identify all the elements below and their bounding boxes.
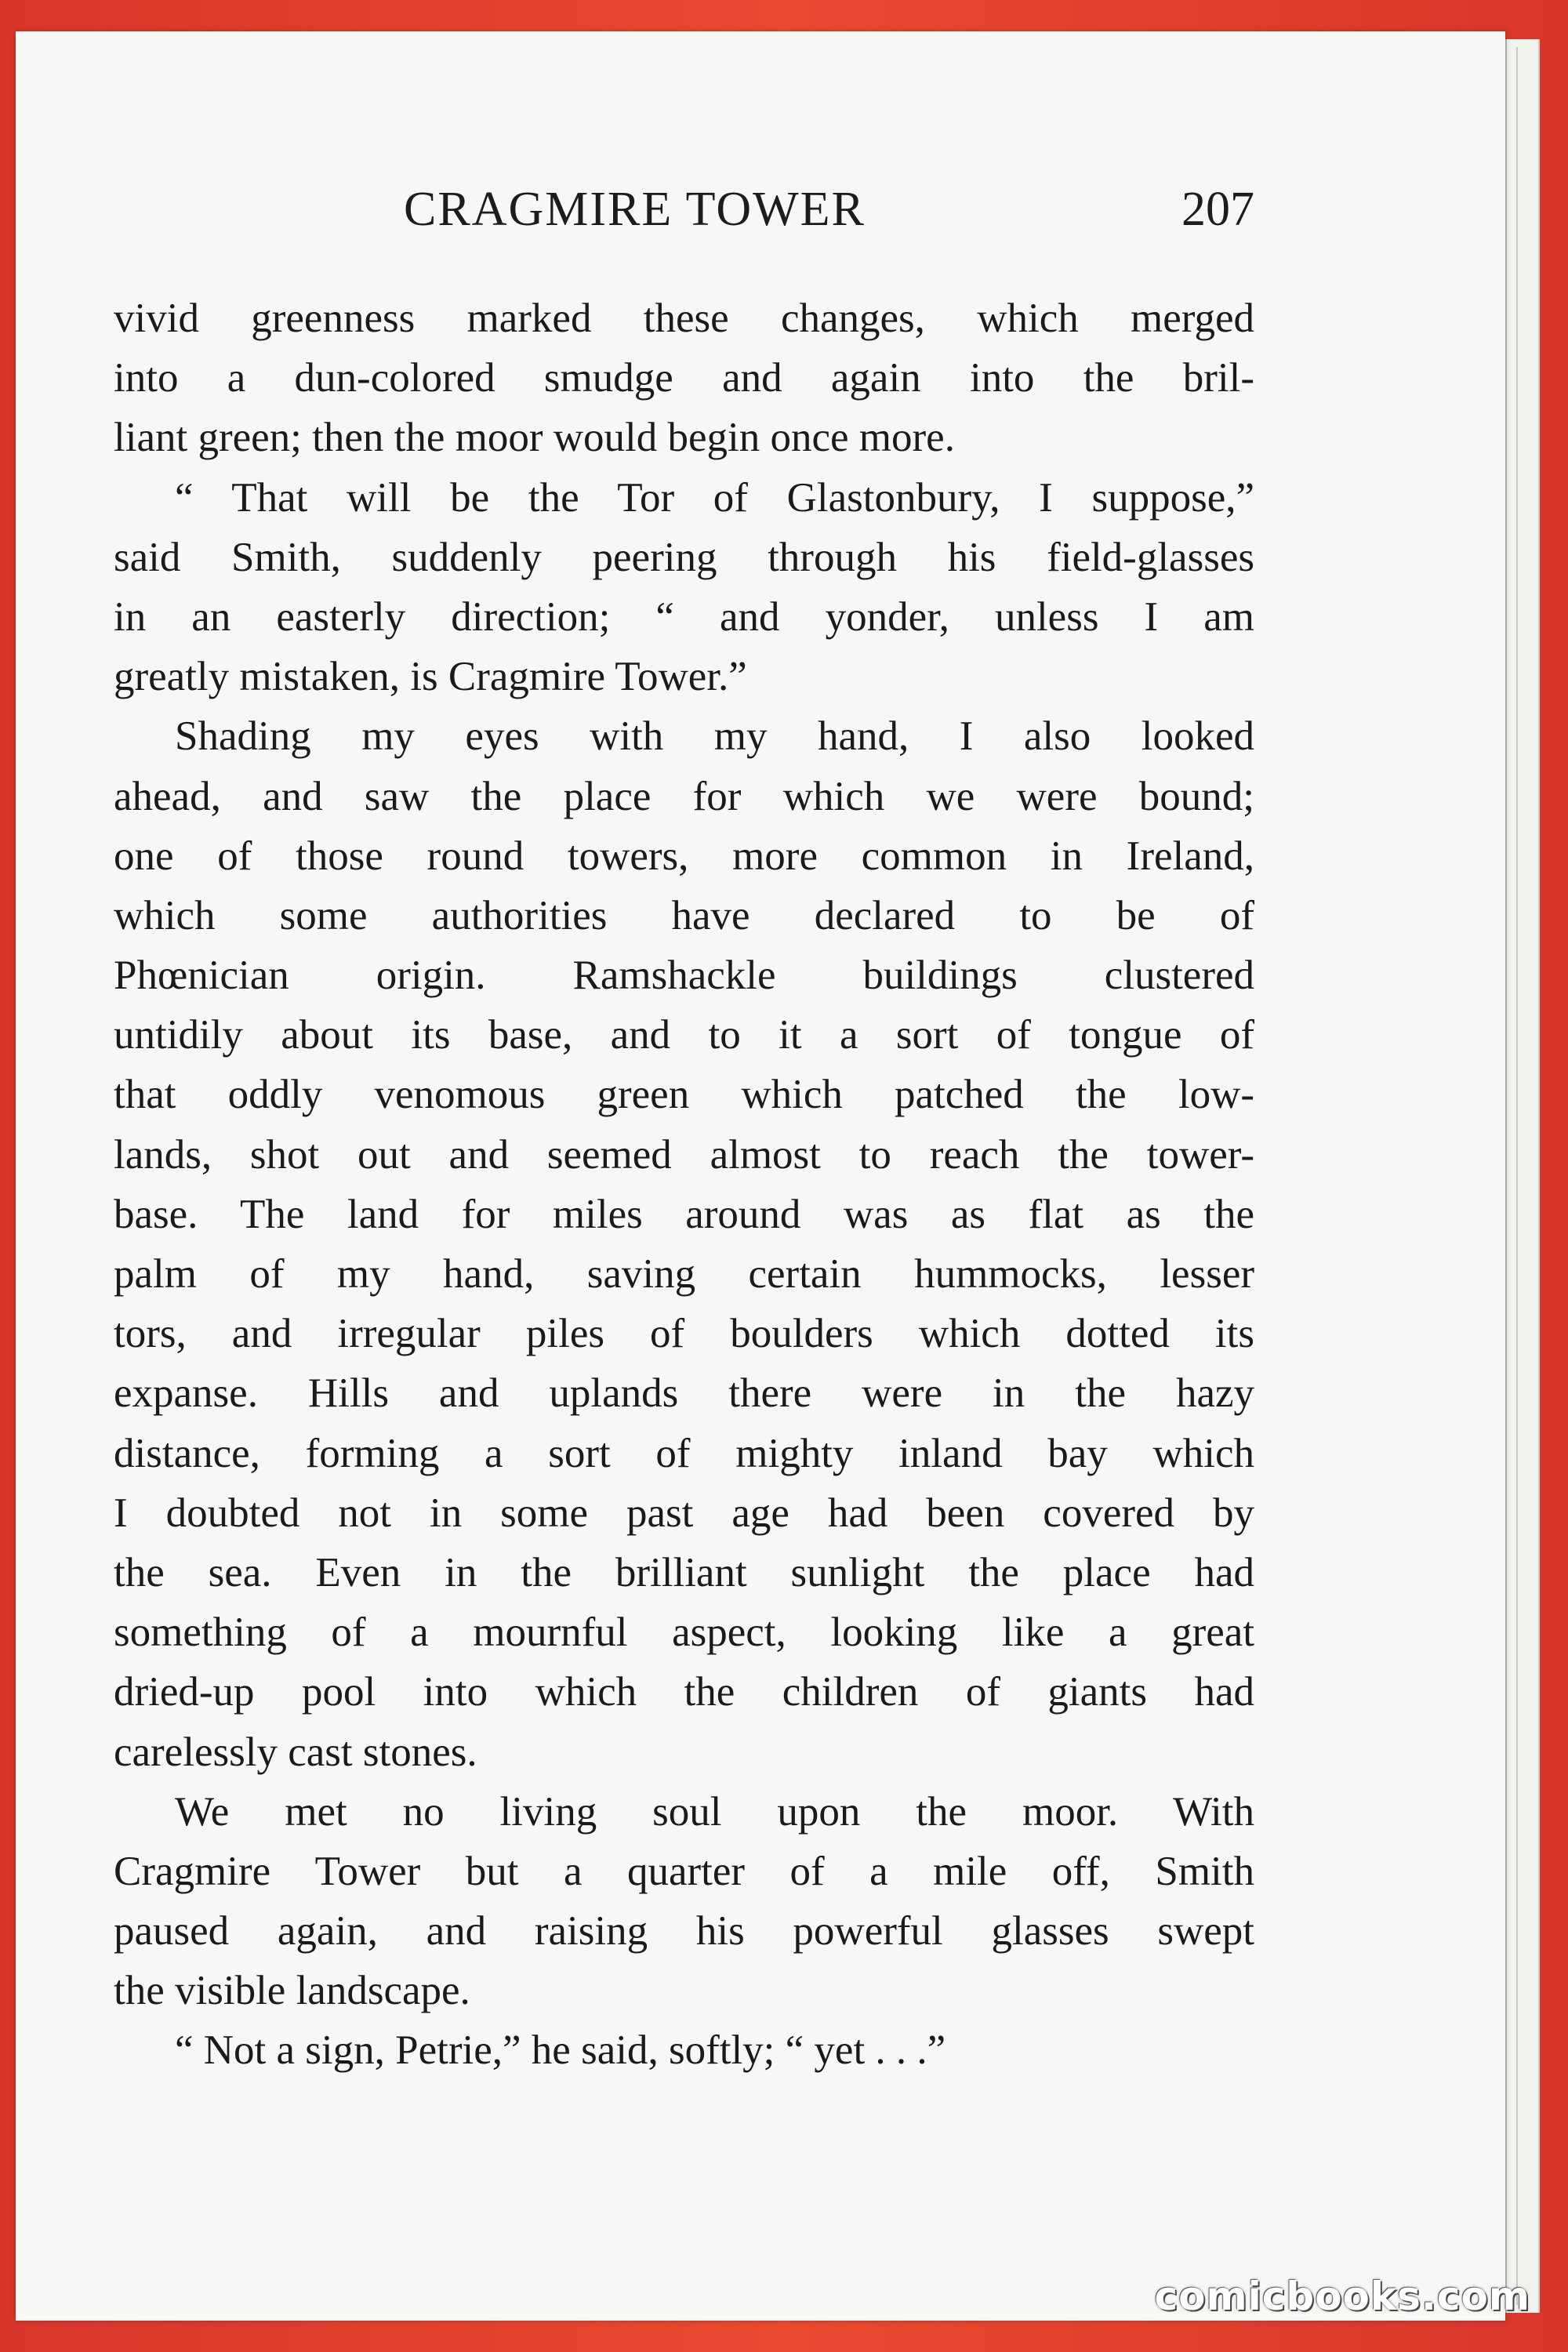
- text-line: vivid greenness marked these changes, which merged: [114, 296, 1254, 341]
- text-line: We met no living soul upon the moor. With: [175, 1788, 1254, 1835]
- text-line: something of a mournful aspect, looking like a great: [114, 1610, 1254, 1656]
- body-text: [114, 289, 1254, 2081]
- text-line: in an easterly direction; “ and yonder, unless I am: [114, 593, 1254, 640]
- text-line: distance, forming a sort of mighty inland bay which: [114, 1430, 1254, 1476]
- text-line: lands, shot out and seemed almost to reach the tower-: [114, 1131, 1254, 1178]
- text-line: greatly mistaken, is Cragmire Tower.”: [114, 654, 747, 700]
- text-line: base. The land for miles around was as flat as the: [114, 1191, 1254, 1237]
- page-edge-line: [1516, 47, 1518, 2305]
- page-number: 207: [1181, 183, 1254, 236]
- text-line: I doubted not in some past age had been covered by: [114, 1490, 1254, 1536]
- running-title: CRAGMIRE TOWER: [404, 183, 866, 236]
- text-line: one of those round towers, more common in Ireland,: [114, 833, 1254, 879]
- text-line: Shading my eyes with my hand, I also looked: [175, 713, 1254, 760]
- text-line: liant green; then the moor would begin once more.: [114, 415, 955, 461]
- watermark: comicbooks.com: [1154, 2274, 1530, 2319]
- text-line: expanse. Hills and uplands there were in the hazy: [114, 1370, 1254, 1417]
- text-line: said Smith, suddenly peering through his field-glasses: [114, 534, 1254, 580]
- text-line: Cragmire Tower but a quarter of a mile off, Smith: [114, 1848, 1254, 1894]
- text-line: the visible landscape.: [114, 1968, 470, 2014]
- text-line: the sea. Even in the brilliant sunlight the place had: [114, 1549, 1254, 1595]
- text-line: “ That will be the Tor of Glastonbury, I suppose,”: [175, 474, 1254, 521]
- page-edge: [1505, 39, 1540, 2313]
- text-line: palm of my hand, saving certain hummocks, lesser: [114, 1251, 1254, 1297]
- text-line: dried-up pool into which the children of giants had: [114, 1669, 1254, 1715]
- text-line: that oddly venomous green which patched the low-: [114, 1072, 1254, 1118]
- text-line: ahead, and saw the place for which we were bound;: [114, 773, 1254, 819]
- text-line: paused again, and raising his powerful glasses swept: [114, 1908, 1254, 1955]
- text-line: tors, and irregular piles of boulders which dotted its: [114, 1311, 1254, 1357]
- text-line: “ Not a sign, Petrie,” he said, softly; “ yet . . .”: [175, 2027, 946, 2074]
- text-line: into a dun-colored smudge and again into the bril-: [114, 355, 1254, 401]
- text-line: carelessly cast stones.: [114, 1729, 477, 1775]
- text-line: untidily about its base, and to it a sort of tongue of: [114, 1012, 1254, 1058]
- running-header: [114, 182, 1254, 252]
- text-line: Phœnician origin. Ramshackle buildings clustered: [114, 953, 1254, 999]
- text-line: which some authorities have declared to be of: [114, 892, 1254, 938]
